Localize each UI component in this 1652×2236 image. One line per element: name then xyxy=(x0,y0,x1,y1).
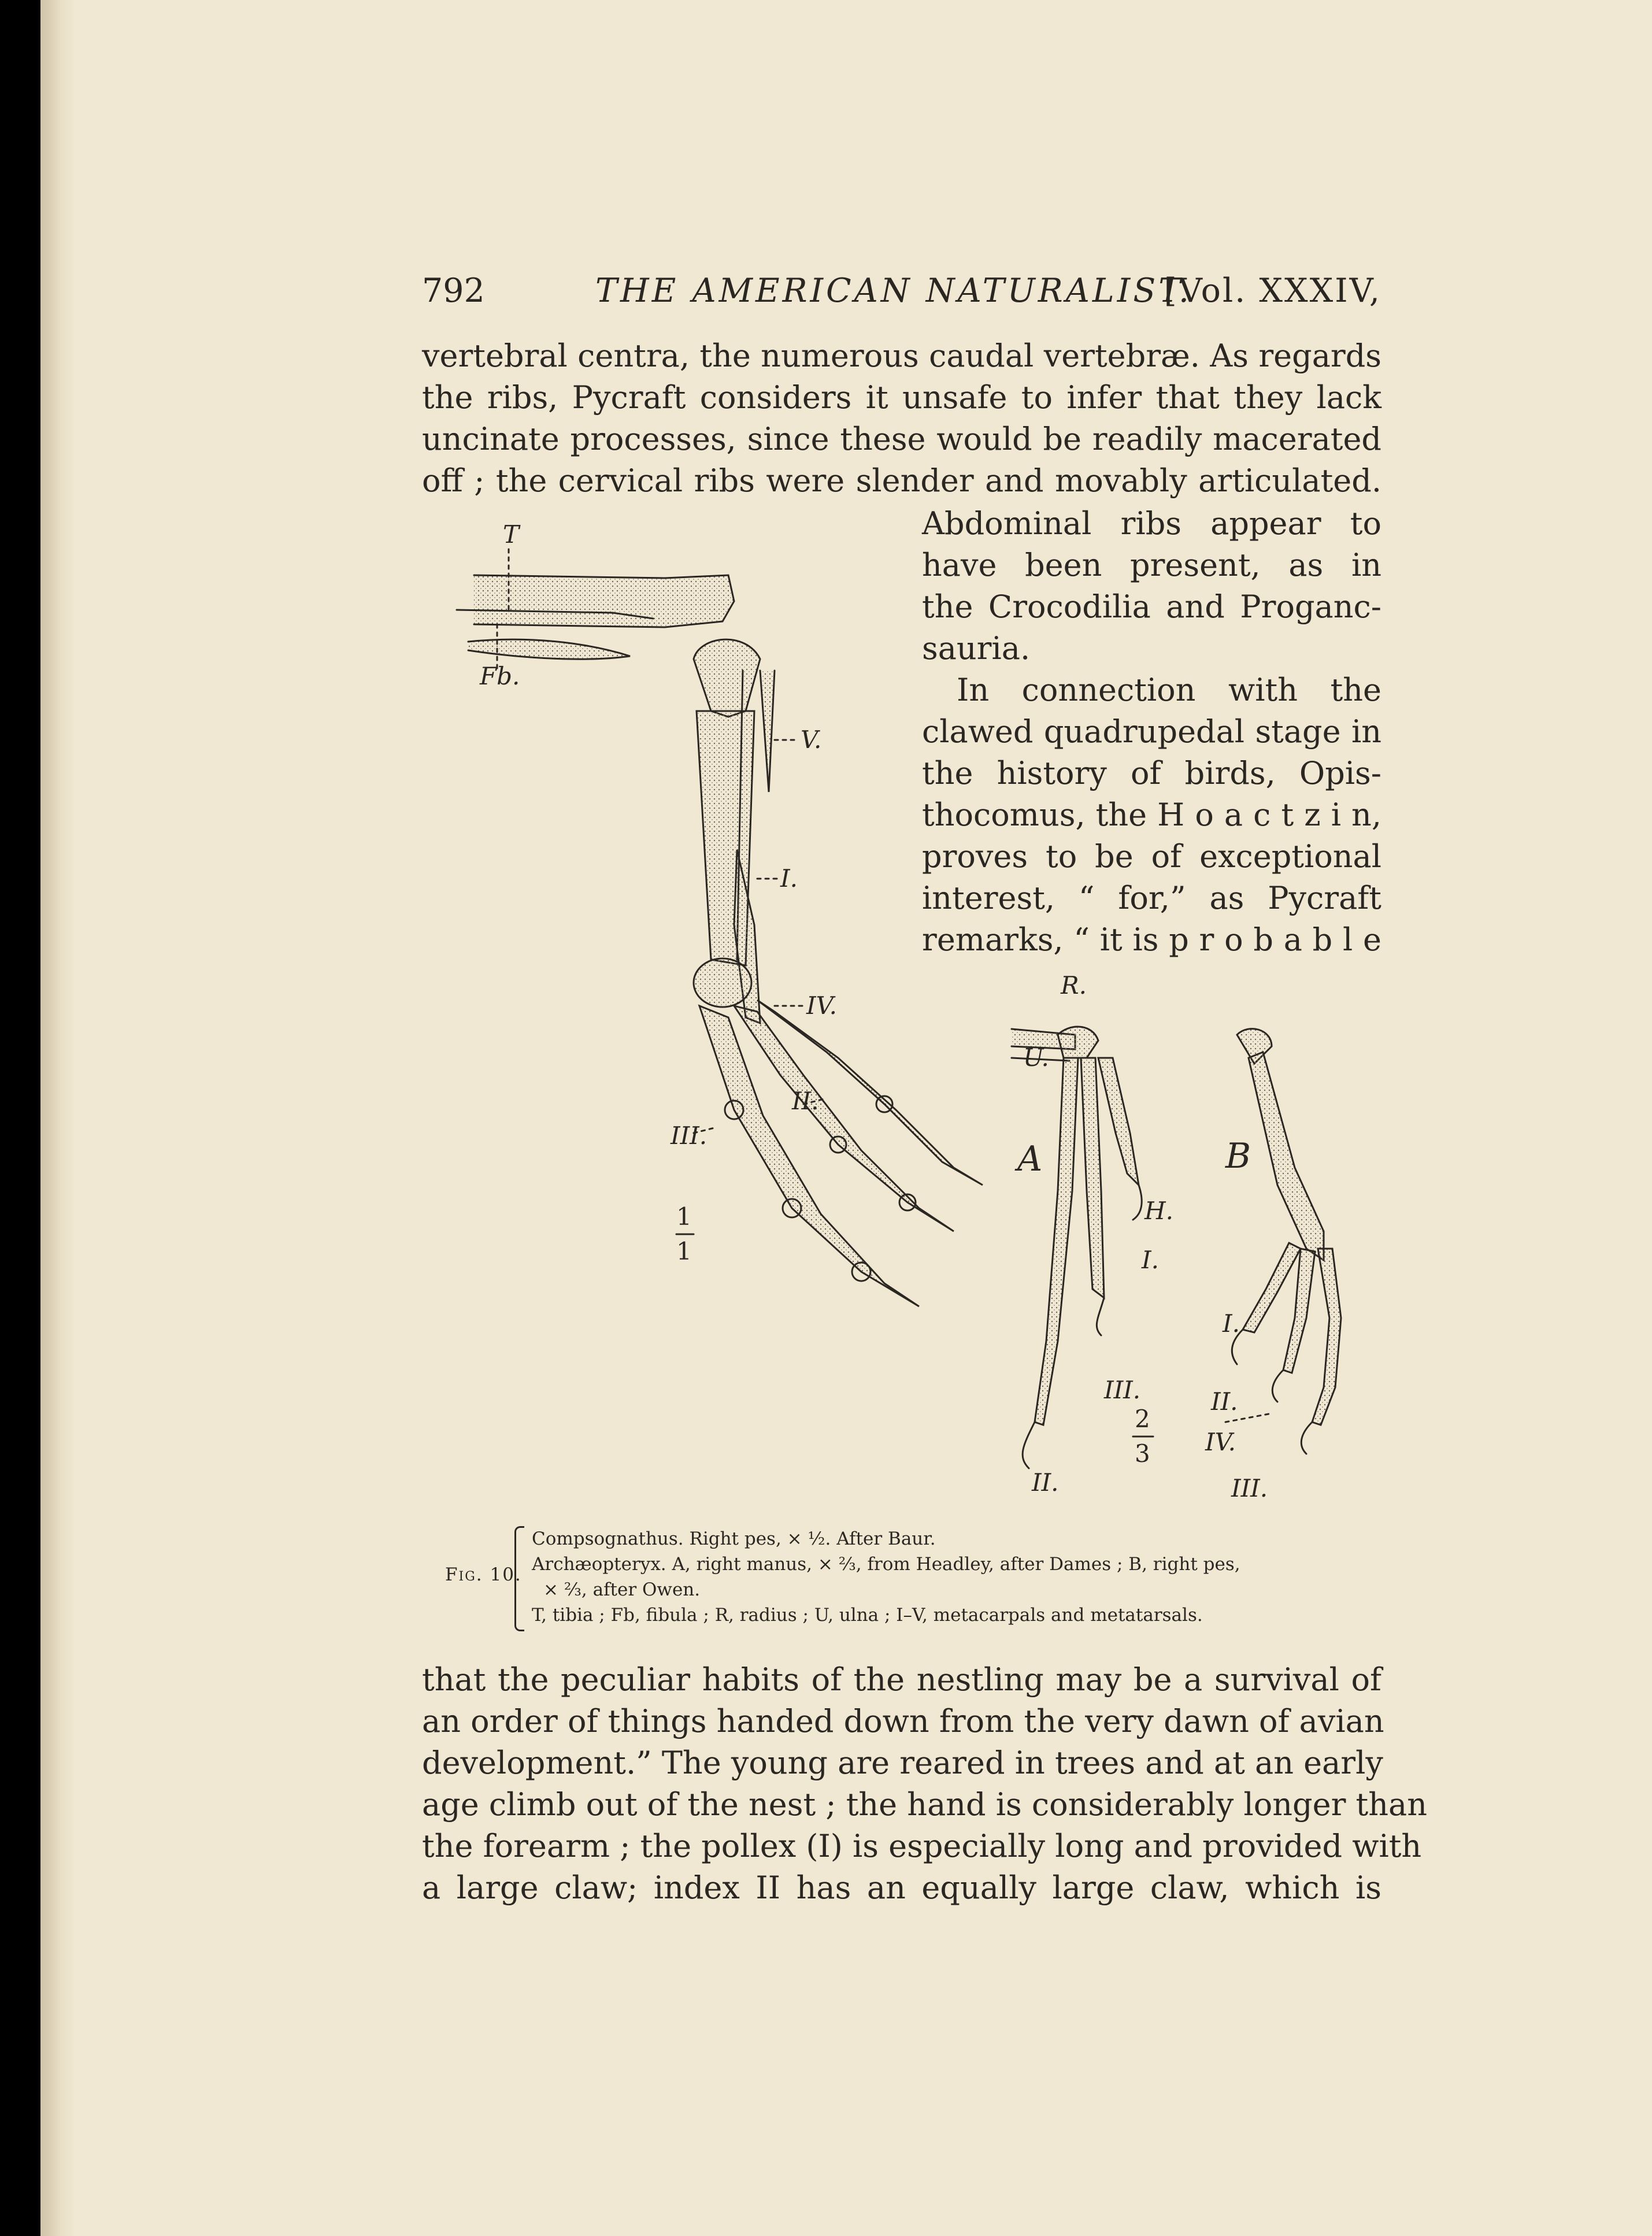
text-line: the history of birds, Opis- xyxy=(922,755,1381,791)
label-pes-ii: II. xyxy=(1211,1387,1238,1416)
page-binding-shadow xyxy=(40,0,75,2236)
label-ulna: U. xyxy=(1023,1043,1049,1072)
label-digit-iv: IV. xyxy=(806,991,837,1020)
figure-number: Fig. 10. xyxy=(445,1564,522,1585)
text-line: vertebral centra, the numerous caudal vertebræ. As regards xyxy=(422,338,1381,374)
text-line: the ribs, Pycraft considers it unsafe to infer that they lack xyxy=(422,379,1381,416)
label-pes-b: B xyxy=(1225,1136,1251,1176)
scale-right-denominator: 3 xyxy=(1135,1439,1150,1468)
figure-caption xyxy=(445,1526,1381,1630)
label-digit-ii: II. xyxy=(792,1087,819,1115)
label-manus-ii: II. xyxy=(1032,1468,1059,1497)
volume-label: [Vol. XXXIV, xyxy=(1164,272,1381,310)
text-line: uncinate processes, since these would be readily macerated xyxy=(422,421,1381,457)
running-head xyxy=(422,272,1381,324)
text-line: thocomus, the H o a c t z i n, xyxy=(922,797,1381,833)
label-digit-iii: III. xyxy=(671,1121,708,1150)
figure-10 xyxy=(422,520,1381,1526)
paragraph-bottom xyxy=(422,1659,1427,1909)
caption-brace xyxy=(514,1526,524,1631)
caption-line: Archæopteryx. A, right manus, × ⅔, from Headley, after Dames ; B, right pes, xyxy=(532,1554,1240,1575)
caption-line: Compsognathus. Right pes, × ½. After Baur. xyxy=(532,1528,936,1549)
label-digit-i: I. xyxy=(780,864,798,893)
text-line: the forearm ; the pollex (I) is especially long and provided with xyxy=(422,1828,1422,1864)
text-line: a large claw; index II has an equally large claw, which is xyxy=(422,1869,1381,1906)
book-page xyxy=(40,0,1652,2236)
label-digit-v: V. xyxy=(801,725,822,754)
text-line: interest, “ for,” as Pycraft xyxy=(922,880,1381,916)
text-line: proves to be of exceptional xyxy=(922,838,1381,875)
label-tibia: T xyxy=(503,520,520,549)
caption-line: T, tibia ; Fb, fibula ; R, radius ; U, ulna ; I–V, metacarpals and metatarsals. xyxy=(532,1605,1203,1626)
text-line: In connection with the xyxy=(957,672,1381,708)
label-manus-a: A xyxy=(1017,1139,1043,1179)
label-pes-iv: IV. xyxy=(1205,1428,1236,1456)
paragraph-top xyxy=(422,335,1381,502)
text-line: development.” The young are reared in trees and at an early xyxy=(422,1745,1383,1781)
label-pes-i: I. xyxy=(1223,1309,1240,1338)
text-line: age climb out of the nest ; the hand is considerably longer than xyxy=(422,1786,1427,1823)
scale-left-denominator: 1 xyxy=(676,1237,692,1265)
text-line: that the peculiar habits of the nestling may be a survival of xyxy=(422,1661,1381,1698)
text-line: clawed quadrupedal stage in xyxy=(922,713,1381,750)
label-pes-iii: III. xyxy=(1231,1474,1268,1502)
text-line: the Crocodilia and Proganc- xyxy=(922,588,1381,625)
text-line: Abdominal ribs appear to xyxy=(922,505,1381,542)
text-line: remarks, “ it is p r o b a b l e xyxy=(922,921,1381,958)
journal-title: THE AMERICAN NATURALIST. xyxy=(595,272,1192,310)
text-line: off ; the cervical ribs were slender and movably articulated. xyxy=(422,462,1381,499)
label-manus-i: I. xyxy=(1142,1246,1159,1274)
caption-line: × ⅔, after Owen. xyxy=(543,1579,701,1600)
scale-left-numerator: 1 xyxy=(676,1202,692,1231)
text-line: sauria. xyxy=(922,630,1031,667)
label-radius: R. xyxy=(1061,971,1087,999)
label-manus-iii: III. xyxy=(1104,1376,1141,1404)
scale-right-numerator: 2 xyxy=(1135,1405,1150,1433)
text-line: have been present, as in xyxy=(922,547,1381,583)
label-fibula: Fb. xyxy=(480,662,520,690)
page-number: 792 xyxy=(422,272,485,310)
label-manus-h: H. xyxy=(1144,1197,1173,1225)
bone-illustration xyxy=(422,520,1381,1526)
text-line: an order of things handed down from the very dawn of avian xyxy=(422,1703,1384,1739)
